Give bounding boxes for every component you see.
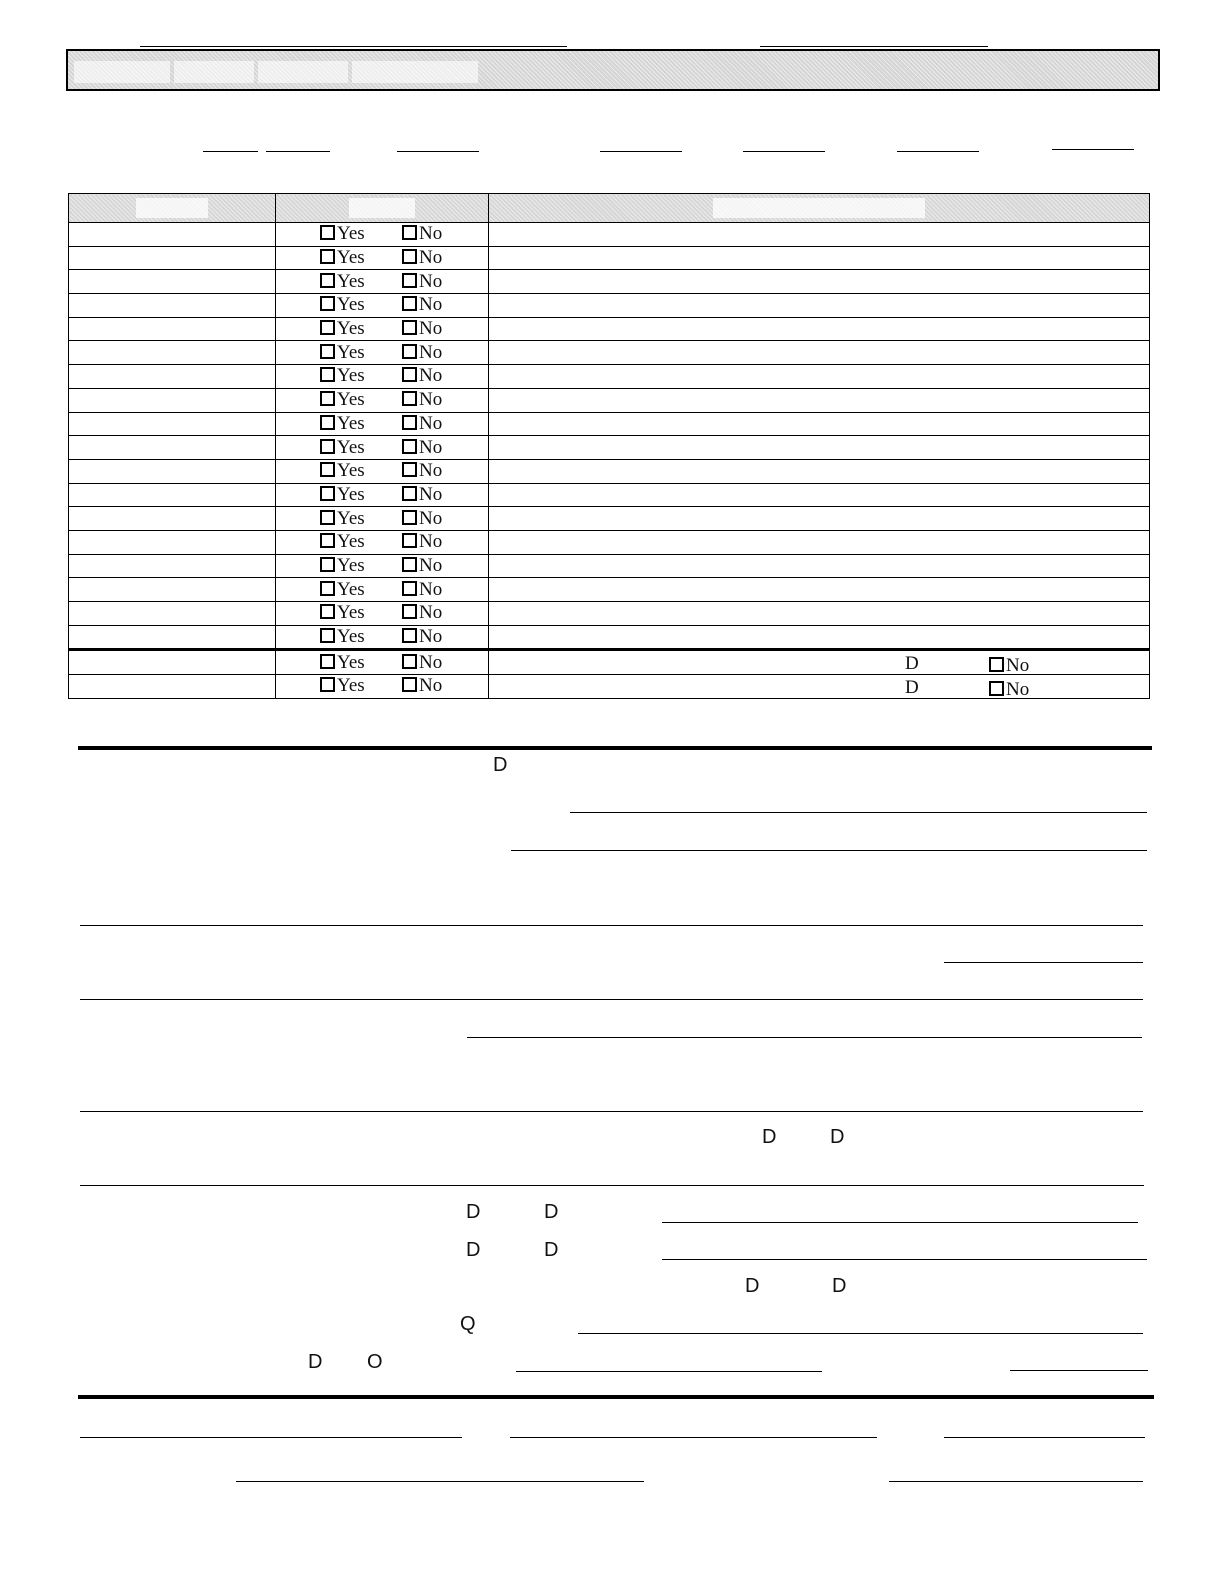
yes-option[interactable]	[320, 509, 402, 529]
table-row	[69, 602, 1150, 626]
checkbox-marker[interactable]: D	[830, 1126, 845, 1148]
yes-label: Yes	[337, 554, 365, 576]
table-row	[69, 294, 1150, 318]
yes-option[interactable]	[320, 224, 402, 244]
form-field-line[interactable]	[944, 962, 1143, 963]
checkbox-icon[interactable]	[402, 557, 417, 572]
checkbox-icon[interactable]	[402, 510, 417, 525]
checkbox-marker[interactable]: D	[762, 1126, 777, 1148]
checklist-table	[68, 193, 1150, 699]
no-label: No	[419, 507, 443, 529]
no-option[interactable]	[402, 556, 442, 576]
no-option[interactable]	[402, 627, 442, 647]
yes-option[interactable]	[320, 248, 402, 268]
no-option[interactable]	[402, 343, 442, 363]
column-header-item	[69, 194, 276, 223]
header-segment	[258, 61, 348, 83]
no-option[interactable]	[402, 509, 442, 529]
form-field-line[interactable]	[511, 850, 1147, 851]
no-label: No	[419, 675, 443, 697]
yes-label: Yes	[337, 626, 365, 648]
yes-option[interactable]	[320, 676, 402, 696]
side-option-no[interactable]: No	[989, 655, 1029, 677]
table-row	[69, 412, 1150, 436]
header-segment	[74, 61, 170, 83]
no-label: No	[419, 389, 443, 411]
form-field-line[interactable]	[516, 1371, 822, 1372]
comments-cell[interactable]	[489, 554, 1150, 578]
comments-cell[interactable]	[489, 507, 1150, 531]
no-option[interactable]	[402, 676, 442, 696]
date-line[interactable]	[944, 1437, 1145, 1438]
comments-cell[interactable]	[489, 436, 1150, 460]
yes-no-cell	[276, 675, 489, 699]
checkbox-icon[interactable]	[402, 486, 417, 501]
no-option[interactable]	[402, 295, 442, 315]
item-cell[interactable]	[69, 602, 276, 626]
item-cell[interactable]	[69, 436, 276, 460]
yes-option[interactable]	[320, 319, 402, 339]
checkbox-icon[interactable]	[402, 581, 417, 596]
field-line[interactable]	[1052, 149, 1134, 150]
comments-cell[interactable]	[489, 341, 1150, 365]
item-cell[interactable]	[69, 578, 276, 602]
yes-option[interactable]	[320, 343, 402, 363]
no-option[interactable]	[402, 390, 442, 410]
no-option[interactable]	[402, 248, 442, 268]
checkbox-icon[interactable]	[989, 681, 1004, 696]
yes-option[interactable]	[320, 580, 402, 600]
yes-label: Yes	[337, 318, 365, 340]
yes-option[interactable]	[320, 556, 402, 576]
no-label: No	[419, 602, 443, 624]
header-segment	[352, 61, 478, 83]
field-line[interactable]	[203, 151, 258, 152]
no-option[interactable]	[402, 532, 442, 552]
checkbox-icon[interactable]	[320, 654, 335, 669]
checkbox-marker-o[interactable]: O	[367, 1351, 383, 1373]
checkbox-marker-q[interactable]: Q	[460, 1313, 476, 1335]
no-label: No	[419, 531, 443, 553]
table-row	[69, 507, 1150, 531]
top-line-left	[140, 46, 567, 47]
checkbox-icon[interactable]	[402, 367, 417, 382]
field-line[interactable]	[397, 151, 479, 152]
side-option-marker[interactable]: D	[905, 653, 919, 674]
comments-cell[interactable]	[489, 294, 1150, 318]
comments-cell[interactable]	[489, 483, 1150, 507]
item-cell[interactable]	[69, 341, 276, 365]
checkbox-marker[interactable]: D	[466, 1201, 481, 1223]
comments-cell[interactable]	[489, 675, 1150, 699]
yes-label: Yes	[337, 270, 365, 292]
signature-line[interactable]	[510, 1437, 877, 1438]
no-option[interactable]	[402, 414, 442, 434]
checkbox-icon[interactable]	[402, 344, 417, 359]
comments-cell[interactable]	[489, 602, 1150, 626]
item-cell[interactable]	[69, 459, 276, 483]
no-label: No	[419, 460, 443, 482]
comments-cell[interactable]	[489, 270, 1150, 294]
yes-label: Yes	[337, 531, 365, 553]
form-field-line[interactable]	[662, 1222, 1138, 1223]
checkbox-marker[interactable]: D	[832, 1275, 847, 1297]
no-label: No	[419, 247, 443, 269]
table-row	[69, 675, 1150, 699]
comments-cell[interactable]	[489, 459, 1150, 483]
yes-no-cell	[276, 317, 489, 341]
checkbox-icon[interactable]	[320, 367, 335, 382]
checkbox-icon[interactable]	[402, 273, 417, 288]
yes-option[interactable]	[320, 295, 402, 315]
no-label: No	[419, 341, 443, 363]
table-row	[69, 341, 1150, 365]
no-label: No	[419, 626, 443, 648]
checkbox-icon[interactable]	[320, 273, 335, 288]
table-row	[69, 459, 1150, 483]
no-option[interactable]	[402, 224, 442, 244]
checkbox-marker[interactable]: D	[544, 1201, 559, 1223]
item-cell[interactable]	[69, 388, 276, 412]
item-cell[interactable]	[69, 270, 276, 294]
yes-option[interactable]	[320, 532, 402, 552]
no-option[interactable]	[402, 272, 442, 292]
comments-cell[interactable]	[489, 650, 1150, 675]
checkbox-icon[interactable]	[320, 462, 335, 477]
form-field-line[interactable]	[578, 1333, 1143, 1334]
checkbox-icon[interactable]	[402, 415, 417, 430]
checkbox-icon[interactable]	[402, 654, 417, 669]
checkbox-icon[interactable]	[402, 320, 417, 335]
yes-label: Yes	[337, 294, 365, 316]
checkbox-marker[interactable]: D	[493, 754, 508, 776]
checkbox-icon[interactable]	[320, 677, 335, 692]
no-label: No	[419, 223, 443, 245]
no-label: No	[419, 412, 443, 434]
yes-no-cell	[276, 341, 489, 365]
no-option[interactable]	[402, 319, 442, 339]
yes-option[interactable]	[320, 603, 402, 623]
yes-label: Yes	[337, 651, 365, 673]
no-option[interactable]	[402, 366, 442, 386]
checkbox-icon[interactable]	[402, 225, 417, 240]
table-row	[69, 530, 1150, 554]
yes-no-cell	[276, 650, 489, 675]
yes-no-cell	[276, 246, 489, 270]
yes-no-cell	[276, 294, 489, 318]
item-cell[interactable]	[69, 507, 276, 531]
no-option[interactable]	[402, 653, 442, 673]
checkbox-icon[interactable]	[320, 296, 335, 311]
item-cell[interactable]	[69, 554, 276, 578]
table-header-row	[69, 194, 1150, 223]
checkbox-icon[interactable]	[320, 391, 335, 406]
table-row	[69, 578, 1150, 602]
yes-label: Yes	[337, 436, 365, 458]
comments-cell[interactable]	[489, 412, 1150, 436]
no-option[interactable]	[402, 438, 442, 458]
no-label: No	[419, 365, 443, 387]
checkbox-icon[interactable]	[402, 462, 417, 477]
item-cell[interactable]	[69, 650, 276, 675]
yes-option[interactable]	[320, 272, 402, 292]
item-cell[interactable]	[69, 530, 276, 554]
no-label: No	[419, 436, 443, 458]
comments-cell[interactable]	[489, 625, 1150, 650]
table-row	[69, 388, 1150, 412]
yes-no-cell	[276, 507, 489, 531]
no-label: No	[419, 318, 443, 340]
table-row	[69, 436, 1150, 460]
checkbox-icon[interactable]	[320, 344, 335, 359]
yes-no-cell	[276, 578, 489, 602]
checkbox-icon[interactable]	[320, 604, 335, 619]
no-label: No	[419, 483, 443, 505]
checkbox-icon[interactable]	[320, 225, 335, 240]
item-cell[interactable]	[69, 317, 276, 341]
yes-no-cell	[276, 625, 489, 650]
yes-no-cell	[276, 459, 489, 483]
form-field-line[interactable]	[570, 812, 1147, 813]
comments-cell[interactable]	[489, 388, 1150, 412]
no-label: No	[419, 554, 443, 576]
checkbox-icon[interactable]	[320, 581, 335, 596]
checkbox-marker[interactable]: D	[466, 1239, 481, 1261]
form-divider-line	[80, 999, 1143, 1000]
signature-line[interactable]	[80, 1437, 462, 1438]
checkbox-icon[interactable]	[320, 249, 335, 264]
item-cell[interactable]	[69, 483, 276, 507]
checkbox-icon[interactable]	[320, 320, 335, 335]
yes-label: Yes	[337, 365, 365, 387]
section-divider	[78, 746, 1152, 750]
item-cell[interactable]	[69, 294, 276, 318]
yes-label: Yes	[337, 578, 365, 600]
checkbox-icon[interactable]	[320, 510, 335, 525]
table-row	[69, 625, 1150, 650]
yes-option[interactable]	[320, 414, 402, 434]
yes-label: Yes	[337, 247, 365, 269]
yes-label: Yes	[337, 483, 365, 505]
yes-no-cell	[276, 270, 489, 294]
no-label: No	[419, 294, 443, 316]
yes-no-cell	[276, 436, 489, 460]
form-divider-line	[80, 1185, 1144, 1186]
yes-no-cell	[276, 412, 489, 436]
item-cell[interactable]	[69, 365, 276, 389]
yes-no-cell	[276, 530, 489, 554]
yes-option[interactable]	[320, 627, 402, 647]
yes-no-cell	[276, 365, 489, 389]
yes-no-cell	[276, 388, 489, 412]
comments-cell[interactable]	[489, 317, 1150, 341]
comments-cell[interactable]	[489, 578, 1150, 602]
yes-no-cell	[276, 602, 489, 626]
comments-cell[interactable]	[489, 246, 1150, 270]
yes-label: Yes	[337, 223, 365, 245]
field-line[interactable]	[600, 151, 682, 152]
top-line-right	[760, 46, 988, 47]
table-row	[69, 246, 1150, 270]
checkbox-icon[interactable]	[320, 533, 335, 548]
no-option[interactable]	[402, 603, 442, 623]
item-cell[interactable]	[69, 625, 276, 650]
comments-cell[interactable]	[489, 365, 1150, 389]
checkbox-marker[interactable]: D	[308, 1351, 323, 1373]
form-field-line[interactable]	[467, 1037, 1142, 1038]
form-field-line[interactable]	[662, 1259, 1147, 1260]
form-divider-line	[80, 925, 1143, 926]
checkbox-marker[interactable]: D	[745, 1275, 760, 1297]
no-label: No	[419, 651, 443, 673]
yes-option[interactable]	[320, 366, 402, 386]
column-header-status	[276, 194, 489, 223]
item-cell[interactable]	[69, 246, 276, 270]
yes-label: Yes	[337, 675, 365, 697]
yes-label: Yes	[337, 341, 365, 363]
checkbox-icon[interactable]	[320, 439, 335, 454]
checkbox-icon[interactable]	[402, 533, 417, 548]
yes-option[interactable]	[320, 653, 402, 673]
column-header-comments	[489, 194, 1150, 223]
item-cell[interactable]	[69, 412, 276, 436]
side-option-marker[interactable]: D	[905, 677, 919, 698]
checkbox-icon[interactable]	[402, 249, 417, 264]
table-row	[69, 483, 1150, 507]
field-line[interactable]	[743, 151, 825, 152]
field-line[interactable]	[266, 151, 330, 152]
table-row	[69, 317, 1150, 341]
no-option[interactable]	[402, 485, 442, 505]
checkbox-icon[interactable]	[320, 486, 335, 501]
field-line[interactable]	[897, 151, 979, 152]
no-option[interactable]	[402, 580, 442, 600]
checkbox-icon[interactable]	[320, 557, 335, 572]
yes-no-cell	[276, 223, 489, 247]
item-cell[interactable]	[69, 223, 276, 247]
item-cell[interactable]	[69, 675, 276, 699]
header-segment	[174, 61, 254, 83]
checkbox-marker[interactable]: D	[544, 1239, 559, 1261]
no-label: No	[419, 578, 443, 600]
comments-cell[interactable]	[489, 530, 1150, 554]
date-line[interactable]	[889, 1481, 1143, 1482]
signature-line[interactable]	[236, 1481, 644, 1482]
yes-no-cell	[276, 483, 489, 507]
checkbox-icon[interactable]	[402, 439, 417, 454]
yes-label: Yes	[337, 602, 365, 624]
checkbox-icon[interactable]	[402, 677, 417, 692]
checkbox-icon[interactable]	[402, 296, 417, 311]
yes-no-cell	[276, 554, 489, 578]
yes-option[interactable]	[320, 390, 402, 410]
checkbox-icon[interactable]	[320, 415, 335, 430]
no-option[interactable]	[402, 461, 442, 481]
yes-option[interactable]	[320, 485, 402, 505]
yes-label: Yes	[337, 507, 365, 529]
yes-label: Yes	[337, 412, 365, 434]
comments-cell[interactable]	[489, 223, 1150, 247]
yes-option[interactable]	[320, 438, 402, 458]
checkbox-icon[interactable]	[402, 628, 417, 643]
table-row	[69, 270, 1150, 294]
form-divider-line	[80, 1111, 1143, 1112]
section-divider	[78, 1395, 1154, 1399]
side-option-no[interactable]: No	[989, 679, 1029, 701]
checkbox-icon[interactable]	[402, 604, 417, 619]
yes-label: Yes	[337, 460, 365, 482]
yes-option[interactable]	[320, 461, 402, 481]
table-row	[69, 223, 1150, 247]
table-body	[69, 223, 1150, 699]
yes-label: Yes	[337, 389, 365, 411]
header-band	[66, 49, 1160, 91]
checkbox-icon[interactable]	[989, 657, 1004, 672]
table-row	[69, 365, 1150, 389]
checkbox-icon[interactable]	[320, 628, 335, 643]
no-label: No	[419, 270, 443, 292]
checkbox-icon[interactable]	[402, 391, 417, 406]
form-field-line[interactable]	[1010, 1370, 1148, 1371]
table-row	[69, 650, 1150, 675]
table-row	[69, 554, 1150, 578]
